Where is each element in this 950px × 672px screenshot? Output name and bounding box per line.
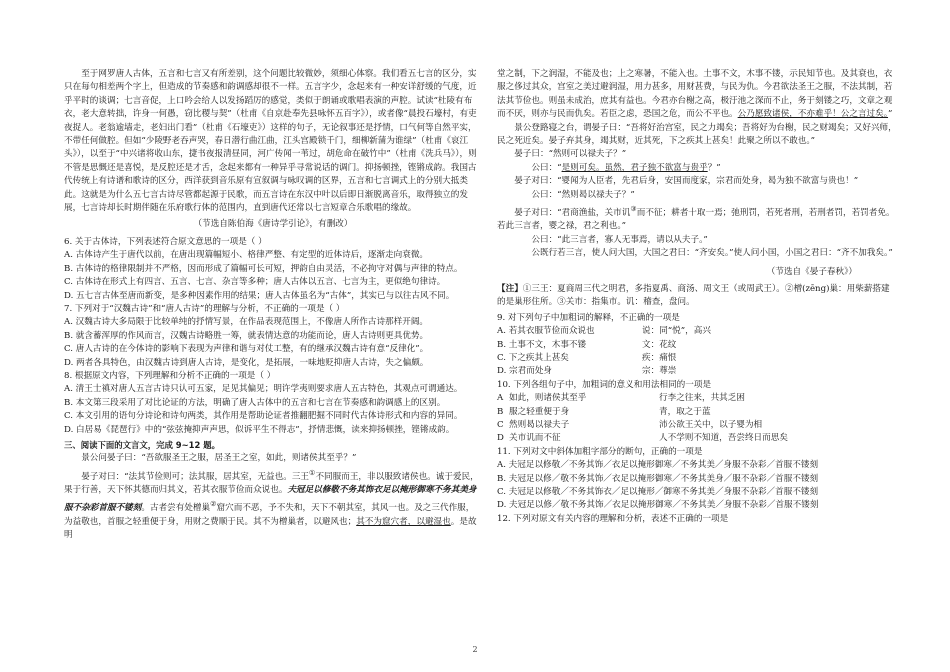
q10-stem: 10. 下列各组句子中，加粗词的意义和用法相同的一项是 <box>497 379 712 390</box>
q9-option-c <box>497 352 897 365</box>
q6-stem: 6. 关于古体诗，下列表述符合原文意思的一项是（ ） <box>64 236 267 247</box>
classical-paragraph-1: 景公问晏子曰：“吾欲服圣王之服，居圣王之室，如此，则诸侯其至乎？” <box>81 453 357 464</box>
option-sentence-1: 关市讥而不征 <box>509 433 561 444</box>
option-sentence-2: 沛公欲王关中，以子婴为相 <box>659 420 763 431</box>
option-sentence: B. 土事不文，木事不镂 <box>497 339 587 350</box>
underlined-sentence: 公乃愿致诸侯，不亦难乎！公之言过矣。 <box>737 109 889 120</box>
classical-paragraph-11: 公既行若三言，使人问大国，大国之君曰：“齐安矣。”使人问小国，小国之君曰：“齐不加我矣。” <box>531 248 893 259</box>
option-letter: A <box>497 393 504 404</box>
classical-paragraph-3 <box>497 68 897 122</box>
option-gloss: 说：同“悦”，高兴 <box>642 326 711 337</box>
q10-option-c <box>497 419 897 432</box>
option-sentence-2: 行李之往来，共其乏困 <box>659 393 745 404</box>
text-run: 。是故明 <box>64 516 477 541</box>
note-mark: ② <box>210 499 217 509</box>
q11-option-c: C. 夫冠足以修敬／不务其饰衣／足以掩形／御寒不务其美／身服不杂彩／首服不镂刻 <box>497 487 819 498</box>
text-run: 堂之制，下之润湿，不能及也；上之寒暑，不能入也。土事不文，木事不镂，示民知节也。及其衰也，衣服之侈过其众，宫室之美过避润湿，用力甚多，用财甚费，与民为仇。今君欲法圣王之服，不法其制，若法其节俭也。则虽未成治，庶其有益也。今君亦台榭之高，极汙池之深而不止，务于刻镂之巧，文章之观而不厌，则亦与民而仇矣。若臣之虑，恐国之危，而公不平也。 <box>497 69 893 120</box>
classical-paragraph-10: 公曰：“此三言者，寡人无事焉，请以从夫子。” <box>531 234 708 245</box>
text-run: 吾将好治宫室，民之力竭矣；吾将好为台榭，民之财竭矣；又好兴师，民之死近矣。晏子弃其身，竭其财，近其死，下之疾其上甚矣！此聚之所以不敢也。” <box>497 122 897 147</box>
q8-stem: 8. 根据原文内容，下列理解和分析不正确的一项是（ ） <box>64 370 276 381</box>
option-sentence-1: 如此，则诸侯其至乎 <box>509 393 587 404</box>
q7-option-b: B. 就含蓄浑厚的作风而言，汉魏古诗略胜一筹，就表情达意的功能而论，唐人古诗则更具优势。 <box>64 330 429 341</box>
option-sentence-1: 然则曷以禄夫子 <box>509 420 570 431</box>
classical-source: （节选自《晏子春秋》） <box>766 266 857 277</box>
option-sentence-2: 人不学则不知道，吾尝终日而思矣 <box>659 433 788 444</box>
option-sentence: A. 若其衣服节俭而众说也 <box>497 326 595 337</box>
q12-stem: 12. 下列对原文有关内容的理解和分析，表述不正确的一项是 <box>497 513 729 524</box>
q11-option-b: B. 夫冠足以修／敬不务其饰／衣足以掩形御寒／不务其美身／服不杂彩／首服不镂刻 <box>497 473 819 484</box>
q6-option-b: B. 古体诗的格律限制并不严格，因而形成了篇幅可长可短，押韵自由灵活，不必拘守对偶与声律的特点。 <box>64 263 463 274</box>
q8-option-d: D. 白居易《琵琶行》中的“弦弦掩抑声声思，似诉平生不得志”，抒情悲慨，读来抑扬顿挫，铿锵成韵。 <box>64 424 455 435</box>
right-column <box>497 68 897 526</box>
q10-option-d <box>497 432 897 445</box>
q8-option-b: B. 本文第三段采用了对比论证的方法，明确了唐人古体中的五言和七言在节奏感和韵调感上的区别。 <box>64 397 446 408</box>
option-sentence: D. 宗君而处身 <box>497 366 553 377</box>
classical-paragraph-9 <box>497 202 897 234</box>
q9-stem: 9. 对下列句子中加粗词的解释，不正确的一项是 <box>497 312 680 323</box>
text-run: ” <box>888 109 893 120</box>
q10-option-a <box>497 392 897 405</box>
option-sentence: C. 下之疾其上甚矣 <box>497 352 569 363</box>
q11-stem: 11. 下列对文中斜体加粗字部分的断句，正确的一项是 <box>497 446 703 457</box>
option-gloss: 文：花纹 <box>642 339 677 350</box>
note-mark: ③ <box>630 204 637 214</box>
essay-source: （节选自陈伯海《唐诗学引论》，有删改） <box>193 219 353 230</box>
option-sentence-2: 青，取之于蓝 <box>659 406 711 417</box>
q7-option-a: A. 汉魏古诗大多局限于比较单纯的抒情写景，在作品表现范围上，不像唐人所作古诗那样开阔。 <box>64 317 429 328</box>
underlined-sentence: 是则可矣。虽然，君子独不欲富与贵乎 <box>561 162 708 173</box>
text-run: 公曰：“ <box>531 162 562 173</box>
underlined-sentence: 其不为窟穴者，以避湿也 <box>356 516 451 527</box>
q9-option-a <box>497 325 897 338</box>
q6-option-c: C. 古体诗在形式上有四言、五言、七言、杂言等多种；唐人古体以五言、七言为主，更似绝句律诗。 <box>64 277 446 288</box>
text-run: 而不征；耕者十取一焉；弛刑罚，若死者刑，若刑者罚，若罚者免。若此三言者，婴之禄，君之利也。” <box>497 207 895 232</box>
text-run: ？” <box>707 162 721 173</box>
option-sentence-1: 服之轻重便于身 <box>509 406 570 417</box>
classical-paragraph-6 <box>497 162 897 175</box>
classical-paragraph-2 <box>64 466 482 543</box>
q8-option-c: C. 本文引用的语句分诗论和诗句两类，其作用是帮助论证者推翻肥掘不同时代古体诗形式和内容的异同。 <box>64 411 463 422</box>
q6-option-a: A. 古体诗产生于唐代以前，在唐出现篇幅短小、格律严整、有定型的近体诗后，逐渐走向衰微。 <box>64 250 429 261</box>
option-gloss: 宗：尊崇 <box>642 366 677 377</box>
annotation-note <box>497 283 897 310</box>
classical-paragraph-7: 晏子对曰：“婴闻为人臣者，先君后身，安国而度家，宗君而处身，曷为独不欲富与贵也！” <box>514 176 859 187</box>
q10-option-b <box>497 406 897 419</box>
q9-option-b <box>497 339 897 352</box>
text-run: 景公登路寝之台，谓晏子曰：“ <box>514 122 631 133</box>
option-letter: D <box>497 433 504 444</box>
q11-option-d: D. 夫冠足以修／敬不务其饰／衣足以掩形御寒／不务其美／身服不杂彩／首服不镂刻 <box>497 500 819 511</box>
q7-option-c: C. 唐人古诗的在今体诗的影响下表现为声律和谐与对仗工整，有的继承汉魏古诗有意“反律化”。 <box>64 344 429 355</box>
bold-italic-passage: 夫冠足以修敬不务其饰衣足以掩形御寒不务其美身服不杂彩首服不镂刻 <box>64 485 477 514</box>
page-number: 2 <box>472 645 478 654</box>
option-letter: C <box>497 420 504 431</box>
q11-option-a: A. 夫冠足以修敬／不务其饰／衣足以掩形御寒／不务其美／身服不杂彩／首服不镂刻 <box>497 460 819 471</box>
q7-stem: 7. 下列对于“汉魏古诗”和“唐人古诗”的理解与分析，不正确的一项是（ ） <box>64 303 345 314</box>
option-gloss: 疾：痛恨 <box>642 352 677 363</box>
text-run: 不同服而王，非以服致诸侯也。诚于爱民，果于行善，天下怀其德而归其义，若其衣服节俭而众说也。 <box>64 471 479 496</box>
text-run: 晏子对曰：“君商渔盐，关市讥 <box>514 207 631 218</box>
q8-option-a: A. 清王士禛对唐人五言古诗只认可五家，足见其偏见；明许学夷则要求唐人五古特色，其观点可谓通达。 <box>64 384 463 395</box>
option-letter: B <box>497 406 504 417</box>
q7-option-d: D. 两者各具特色，由汉魏古诗到唐人古诗，是变化，是拓展，一味地贬抑唐人古诗，失之偏颇。 <box>64 357 429 368</box>
section-heading: 三、阅读下面的文言文，完成 9~12 题。 <box>64 439 220 450</box>
left-column <box>64 68 482 543</box>
essay-paragraph: 至于网罗唐人古体，五言和七言又有所差别，这个问题比较微妙，须细心体察。我们看五七言的区分，实只在每句相差两个字上，但造成的节奏感和韵调感却很不一样。五言字少，念起来有一种安详舒缓的气度，近乎平时的谈调；七言音促，上口吟会给人以发扬蹈厉的感觉，类似于朗诵或歌唱表演的声腔。试读“杜陵有布衣，老大意转拙，许身一何愚，窃比稷与契”（杜甫《自京赴奉先县咏怀五百字》），或者像“晨投石壕村，有吏夜捉人。老翁逾墙走，老妇出门看”（杜甫《石壕吏》）这样的句子，无论叙事还是抒情，口气何等自然平实，不带任何做腔。但如“少陵野老吞声哭，春日潜行曲江曲，江头宫殿锁千门，细柳新蒲为谁绿”（杜甫《哀江头》），以至于“中兴诸将收山东，捷书夜报清昼同，河广传闻一苇过，胡危命在破竹中”（杜甫《洗兵马》），则不管是思慨还是喜悦，是反腔还是才舌，念起来都有一种异乎寻常说话的调门。抑扬顿挫，铿锵成韵。我国古代传统上有诗谱和歌诗的区分，西洋获到音乐原有宣叙调与咏叹调的区界，五言和七言调式上的分别大抵类此。这就是为什么五七言古诗尽管都起源于民歌，而五言诗在东汉中叶以后即日渐脱离音乐，取得独立的发展，七言诗却长时期伴随在乐府歌行体的范围内，直到唐代还常以七言短章合乐歌唱的缘故。 <box>64 69 477 214</box>
classical-paragraph-8: 公曰：“然则曷以禄夫子？” <box>531 189 635 200</box>
q6-option-d: D. 五七言古体至唐而新变，是多种因素作用的结果；唐人古体虽名为“古体”，其实已与以往古风不同。 <box>64 290 455 301</box>
classical-paragraph-5: 晏子曰：“然则可以禄夫子？” <box>514 149 627 160</box>
note-text: ①三王：夏商周三代之明君，多指夏禹、商汤、周文王（或周武王）。②橧(zēng)巢：用柴薪搭建的是巢形住所。③关市：指集市。讥：稽查，盘问。 <box>497 283 890 308</box>
note-label: 【注】 <box>497 283 523 294</box>
note-mark: ① <box>309 467 316 477</box>
text-run: 。古者尝有处橧巢 <box>141 503 211 514</box>
q9-option-d <box>497 365 897 378</box>
text-run: 窟穴而不恶，予不失和，天下不朝其室，其风一也。及之三代作服，为益敬也，首服之轻重便于身，用财之费顺于民。其不为橧巢者，以避风也； <box>64 503 475 527</box>
text-run: 晏子对曰：“法其节俭则可；法其服，居其室，无益也。三王 <box>81 471 310 482</box>
classical-paragraph-4 <box>497 122 897 149</box>
